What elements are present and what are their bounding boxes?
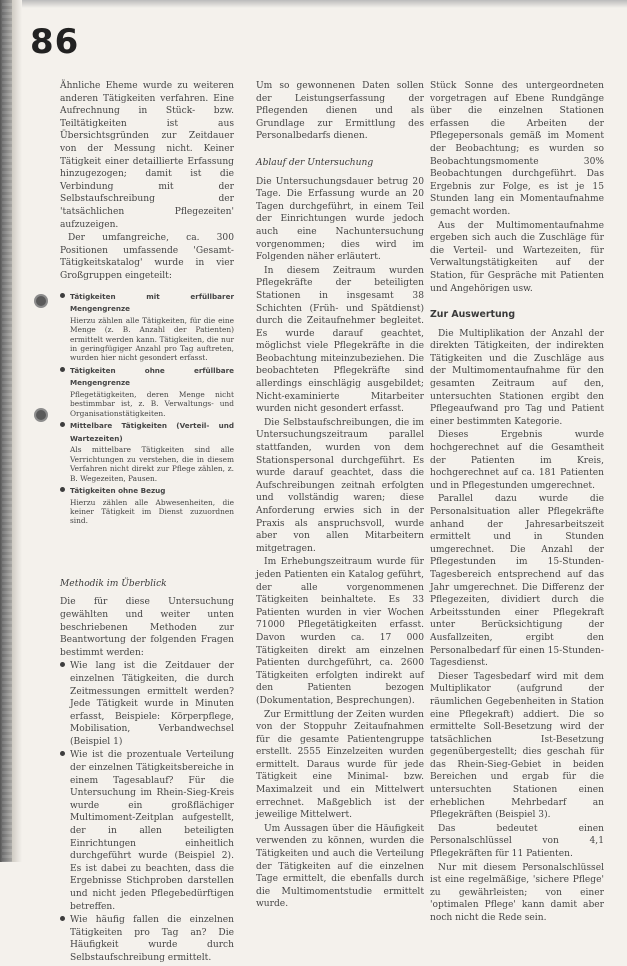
list-item bbox=[60, 420, 234, 483]
paragraph: Ähnliche Eheme wurde zu weiteren anderen Tätigkeiten verfahren. Eine Aufrechnung in Stück- bzw. Teiltätigkeiten ist aus Übersichtsgründen zur Zeitdauer von der Messung nicht. Keiner Tätigkeit einer detaillierte Erfassung hinzugezogen; damit ist die Verbindung mit der Selbstaufschreibung der 'tatsächlichen Pflegezeiten' aufzuzeigen. bbox=[60, 81, 234, 230]
paragraph: Aus der Multimomentaufnahme ergeben sich auch die Zuschläge für die Verteil- und Wartezeiten, für Verwaltungstätigkeiten auf der Station, für Gespräche mit Patienten und Angehörigen usw. bbox=[430, 220, 604, 294]
bullet-icon bbox=[60, 293, 65, 298]
column-right bbox=[430, 80, 604, 926]
paragraph: Dieses Ergebnis wurde hochgerechnet auf die Gesamtheit der Patienten im Kreis, hochgerechnet auf ca. 181 Patienten und in Pflegestunden umgerechnet. bbox=[430, 430, 604, 491]
list-item-title: Tätigkeiten ohne Bezug bbox=[70, 485, 166, 495]
paragraph: Um Aussagen über die Häufigkeit verwenden zu können, wurden die Tätigkeiten und auch die Verteilung der Tätigkeiten auf die einzelnen Tage ermittelt, die ebenfalls durch die Multimomentstudie ermittelt wurde. bbox=[256, 823, 424, 910]
scan-shadow-top bbox=[0, 0, 627, 8]
list-item-title: Tätigkeiten mit erfüllbarer Mengengrenze bbox=[70, 291, 234, 314]
paragraph: Stück Sonne des untergeordneten vorgetragen auf Ebene Rundgänge über die einzelnen Stationen erfassen die Arbeiten der Pflegepersonals gemäß im Moment der Beobachtung; es wurden so Beobachtungsmomente 30% Beobachtungen durchgeführt. Das Ergebnis zur Folge, es ist je 15 Stunden lang ein Momentaufnahme gemacht worden. bbox=[430, 81, 604, 217]
bullet-icon bbox=[60, 487, 65, 492]
list-item bbox=[60, 485, 234, 526]
paragraph: Das bedeutet einen Personalschlüssel von 4,1 Pflegekräften für 11 Patienten. bbox=[430, 823, 604, 860]
list-item-text: Pflegetätigkeiten, deren Menge nicht bestimmbar ist, z. B. Verwaltungs- und Organisationstätigkeiten. bbox=[70, 389, 234, 418]
paragraph: In diesem Zeitraum wurden Pflegekräfte der beteiligten Stationen in insgesamt 38 Schichten (Früh- und Spätdienst) durch die Zeitaufnehmer begleitet. Es wurde darauf geachtet, möglichst viele Pflegekräfte in die Beobachtung miteinzubeziehen. Die beobachteten Pflegekräfte sind allerdings einschlägig ausgebildet; Nicht-examinierte Mitarbeiter wurden nicht gesondert erfasst. bbox=[256, 265, 424, 415]
paragraph: Im Erhebungszeitraum wurde für jeden Patienten ein Katalog geführt, der alle vorgenommenen Tätigkeiten beinhaltete. Es 33 Patienten wurden in vier Wochen 71000 Pflegetätigkeiten erfasst. Davon wurden ca. 17 000 Tätigkeiten direkt am einzelnen Patienten durchgeführt, ca. 2600 Tätigkeiten erfolgten indirekt auf den Patienten bezogen (Dokumentation, Besprechungen). bbox=[256, 557, 424, 706]
list-item-text: Hierzu zählen alle Abwesenheiten, die keiner Tätigkeit im Dienst zuzuordnen sind. bbox=[70, 497, 234, 526]
punch-hole-icon bbox=[36, 410, 46, 420]
list-item-text: Wie ist die prozentuale Verteilung der einzelnen Tätigkeitsbereiche in einem Tagesablauf? Für die Untersuchung im Rhein-Sieg-Kreis wurde ein großflächiger Multimoment-Zeitplan aufgestellt, der in allen beteiligten Einrichtungen einheitlich durchgeführt wurde (Beispiel 2). Es ist dabei zu beachten, dass die Ergebnisse Stichproben darstellen und nicht jeden Pflegebedürftigen betreffen. bbox=[70, 750, 234, 912]
list-item bbox=[60, 749, 234, 913]
binding-edge bbox=[2, 0, 12, 862]
list-item-text: Hierzu zählen alle Tätigkeiten, für die eine Menge (z. B. Anzahl der Patienten) ermittelt werden kann. Tätigkeiten, die nur in geringfügiger Anzahl pro Tag auftreten, wurden hier nicht gesondert erfasst. bbox=[70, 315, 234, 363]
column-left bbox=[60, 80, 234, 966]
bullet-icon bbox=[60, 662, 65, 667]
paragraph: Zur Ermittlung der Zeiten wurden von der Stoppuhr Zeitaufnahmen für die gesamte Patientengruppe erstellt. 2555 Einzelzeiten wurden ermittelt. Daraus wurde für jede Tätigkeit eine Minimal- bzw. Maximalzeit und ein Mittelwert errechnet. Maßgeblich ist der jeweilige Mittelwert. bbox=[256, 709, 424, 821]
section-heading: Zur Auswertung bbox=[430, 309, 516, 321]
paragraph: Die Selbstaufschreibungen, die im Untersuchungszeitraum parallel stattfanden, wurden von dem Stationspersonal durchgeführt. Es wurde darauf geachtet, dass die Aufschreibungen zeitnah erfolgten und vollständig waren; diese Anforderung erwies sich in der Praxis als anspruchsvoll, wurde aber von allen Mitarbeitern mitgetragen. bbox=[256, 417, 424, 554]
paragraph: Parallel dazu wurde die Personalsituation aller Pflegekräfte anhand der Jahresarbeitszeit ermittelt und in Stunden umgerechnet. Die Anzahl der Pflegestunden im 15-Stunden-Tagesbereich entsprechend auf das Jahr umgerechnet. Die Differenz der Pflegezeiten, dividiert durch die Arbeitsstunden einer Pflegekraft unter Berücksichtigung der Ausfallzeiten, ergibt den Personalbedarf für einen 15-Stunden-Tagesdienst. bbox=[430, 494, 604, 669]
list-item-title: Tätigkeiten ohne erfüllbare Mengengrenze bbox=[70, 365, 234, 388]
column-middle bbox=[256, 80, 424, 912]
paragraph: Der umfangreiche, ca. 300 Positionen umfassende 'Gesamt-Tätigkeitskatalog' wurde in vier Großgruppen eingeteilt: bbox=[60, 233, 234, 281]
list-item-text: Wie häufig fallen die einzelnen Tätigkeiten pro Tag an? Die Häufigkeit wurde durch Selbstaufschreibung ermittelt. bbox=[70, 915, 234, 963]
bullet-icon bbox=[60, 422, 65, 427]
paragraph: Um so gewonnenen Daten sollen der Leistungserfassung der Pflegenden dienen und als Grundlage zur Ermittlung des Personalbedarfs dienen. bbox=[256, 81, 424, 142]
punch-hole-icon bbox=[36, 296, 46, 306]
section-heading: Methodik im Überblick bbox=[60, 578, 167, 589]
bullet-icon bbox=[60, 916, 65, 921]
bullet-icon bbox=[60, 751, 65, 756]
bullet-icon bbox=[60, 367, 65, 372]
list-item bbox=[60, 914, 234, 964]
paragraph: Die Multiplikation der Anzahl der direkten Tätigkeiten, der indirekten Tätigkeiten und die Zuschläge aus der Multimomentaufnahme für den gesamten Zeitraum auf den, untersuchten Stationen ergibt den Pflegeaufwand pro Tag und Patient einer bestimmten Kategorie. bbox=[430, 328, 604, 427]
page-number: 86 bbox=[30, 22, 80, 62]
paragraph: Dieser Tagesbedarf wird mit dem Multiplikator (aufgrund der räumlichen Gegebenheiten in Station eine Pflegekraft) addiert. Die so ermittelte Soll-Besetzung wird der tatsächlichen Ist-Besetzung gegenübergestellt; dies geschah für das Rhein-Sieg-Gebiet in beiden Bereichen und ergab für die untersuchten Stationen einen erheblichen Mehrbedarf an Pflegekräften (Beispiel 3). bbox=[430, 671, 604, 821]
scan-shadow-left-fade bbox=[12, 0, 22, 862]
list-item bbox=[60, 660, 234, 748]
paragraph: Die Untersuchungsdauer betrug 20 Tage. Die Erfassung wurde an 20 Tagen durchgeführt, in einem Teil der Einrichtungen wurde jedoch auch eine Nachuntersuchung vorgenommen; dies wird im Folgenden näher erläutert. bbox=[256, 176, 424, 263]
paragraph: Die für diese Untersuchung gewählten und weiter unten beschriebenen Methoden zur Beantwortung der folgenden Fragen bestimmt werden: bbox=[60, 597, 234, 658]
list-item bbox=[60, 291, 234, 363]
group-list bbox=[60, 291, 234, 526]
list-item-title: Mittelbare Tätigkeiten (Verteil- und Wartezeiten) bbox=[70, 421, 234, 443]
list-item-text: Wie lang ist die Zeitdauer der einzelnen Tätigkeiten, die durch Zeitmessungen ermittelt werden? Jede Tätigkeit wurde in Minuten erfasst, Beispiele: Körperpflege, Mobilisation, Verbandwechsel (Beispiel 1) bbox=[70, 661, 234, 747]
list-item bbox=[60, 365, 234, 418]
paragraph: Nur mit diesem Personalschlüssel ist eine regelmäßige, 'sichere Pflege' zu gewährleisten; von einer 'optimalen Pflege' kann damit aber noch nicht die Rede sein. bbox=[430, 862, 604, 923]
section-heading: Ablauf der Untersuchung bbox=[256, 157, 374, 168]
list-item-text: Als mittelbare Tätigkeiten sind alle Verrichtungen zu verstehen, die in diesem Verfahren nicht direkt zur Pflege zählen, z. B. Wegezeiten, Pausen. bbox=[70, 445, 234, 483]
